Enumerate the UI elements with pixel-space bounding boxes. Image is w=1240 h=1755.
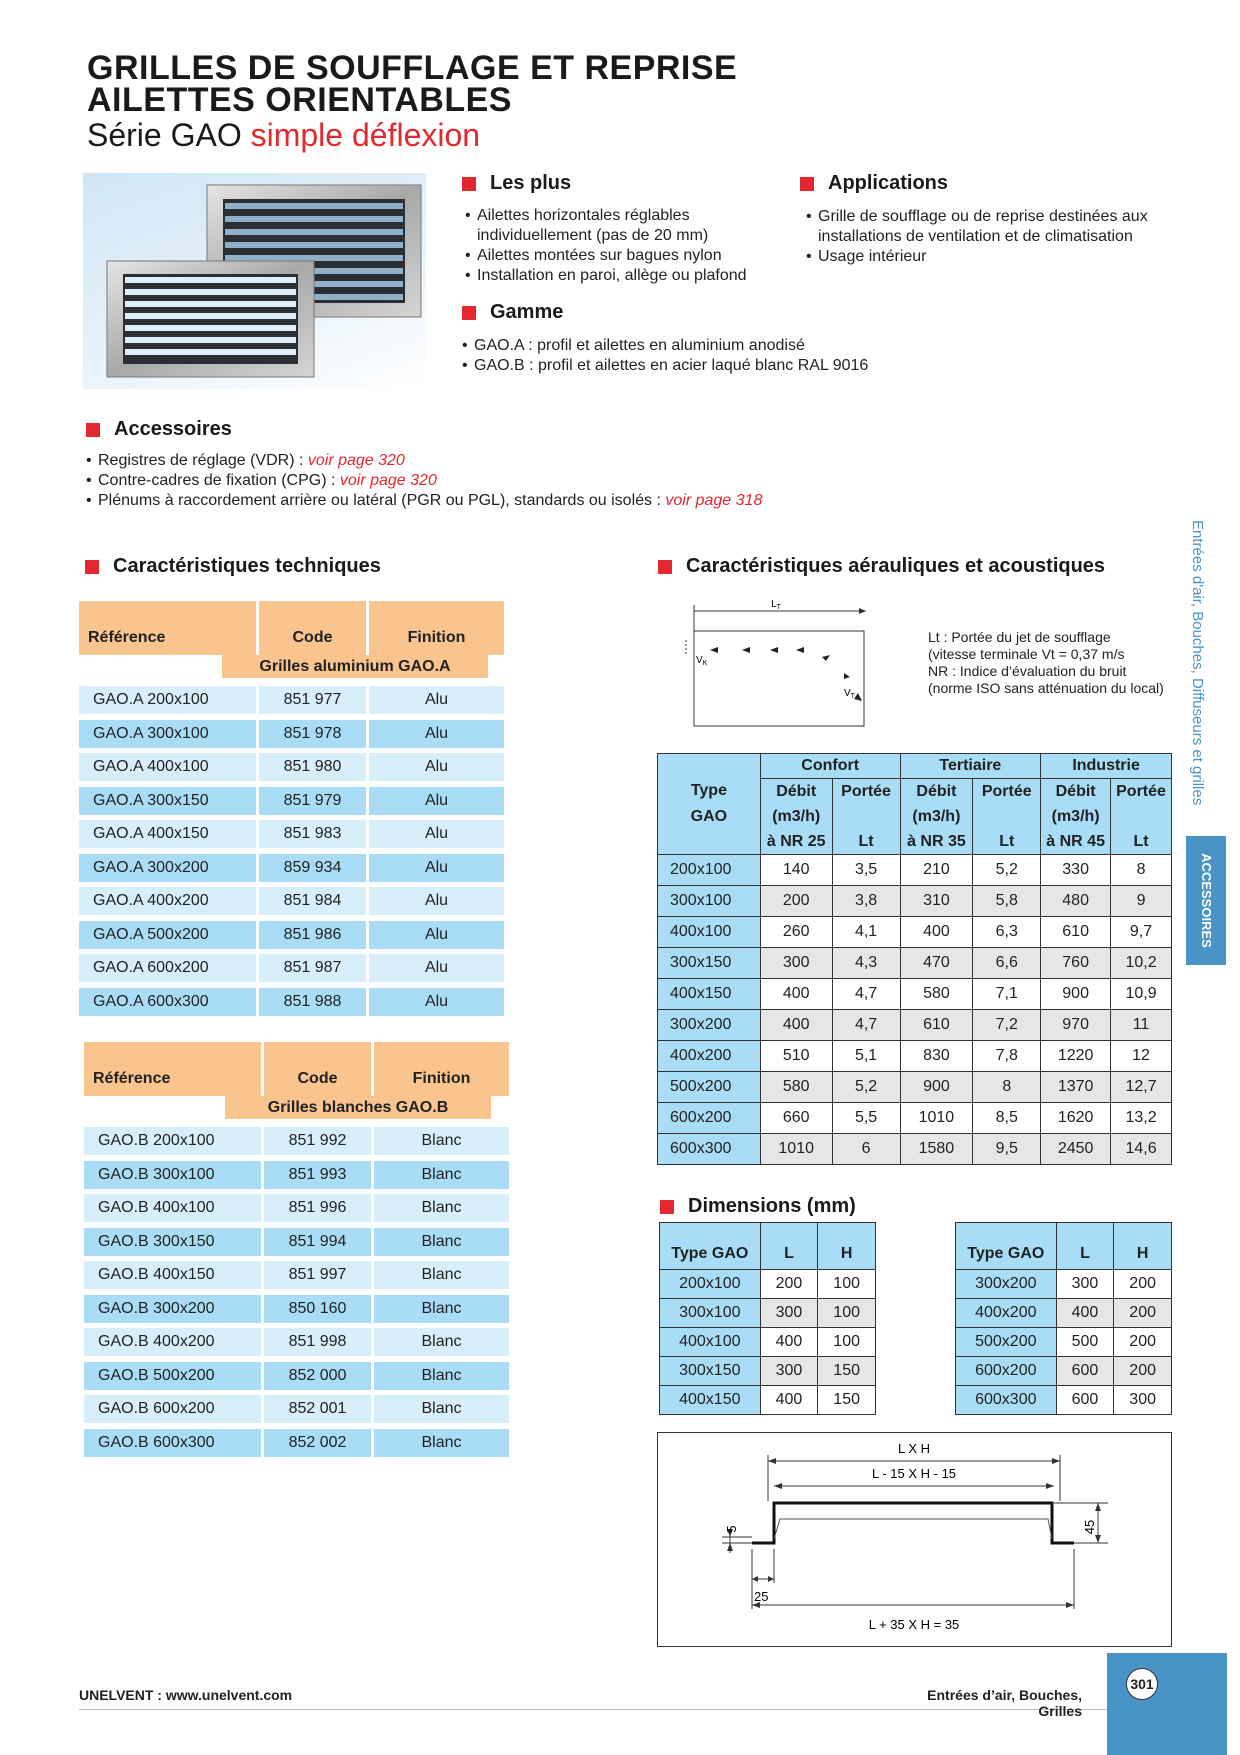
table-cell: 260 <box>760 917 832 948</box>
section-marker <box>660 1200 674 1214</box>
aero-heading: Caractéristiques aérauliques et acoustiques <box>658 555 1105 578</box>
table-cell-code: 852 002 <box>264 1429 371 1457</box>
reference-table-aluminium <box>79 601 504 1011</box>
table-cell-ref: GAO.A 400x150 <box>79 820 256 848</box>
table-cell-code: 851 988 <box>259 988 366 1016</box>
table-cell-code: 851 997 <box>264 1261 371 1289</box>
table-cell-code: 851 987 <box>259 954 366 982</box>
footer-category: Entrées d’air, Bouches, Grilles <box>927 1687 1082 1719</box>
table-cell: 5,2 <box>973 855 1041 886</box>
aero-table-body <box>658 855 1172 1165</box>
table-cell: 400x150 <box>660 1386 761 1415</box>
table-cell: 500x200 <box>956 1328 1057 1357</box>
col-ref-header: Référence <box>79 601 256 655</box>
table-cell-fin: Blanc <box>374 1328 509 1356</box>
table-cell: 600x200 <box>956 1357 1057 1386</box>
table-cell: 610 <box>1041 917 1111 948</box>
table-cell: 14,6 <box>1111 1134 1172 1165</box>
table-cell-code: 851 977 <box>259 686 366 714</box>
table-cell: 400x150 <box>658 979 761 1010</box>
table-cell: 8 <box>973 1072 1041 1103</box>
table-cell-fin: Blanc <box>374 1194 509 1222</box>
section-marker <box>462 306 476 320</box>
table-cell-fin: Alu <box>369 686 504 714</box>
list-item: • Installation en paroi, allège ou plafond <box>465 266 775 286</box>
table-cell: 400 <box>760 1010 832 1041</box>
table-row <box>956 1328 1172 1357</box>
table-cell: 100 <box>818 1328 876 1357</box>
table-cell: 9 <box>1111 886 1172 917</box>
table-cell-ref: GAO.B 400x100 <box>84 1194 261 1222</box>
section-drawing <box>657 1432 1172 1647</box>
dim-outer: L + 35 X H = 35 <box>868 1617 960 1632</box>
table-cell: 300x100 <box>658 886 761 917</box>
table-cell: 580 <box>760 1072 832 1103</box>
table-cell: 5,8 <box>973 886 1041 917</box>
table-cell-fin: Alu <box>369 954 504 982</box>
page-link[interactable]: voir page 320 <box>339 472 437 489</box>
table-cell: 760 <box>1041 948 1111 979</box>
table-cell-fin: Alu <box>369 820 504 848</box>
table-cell: 300 <box>760 948 832 979</box>
table-cell-fin: Alu <box>369 720 504 748</box>
table-cell-code: 851 983 <box>259 820 366 848</box>
table-row <box>658 1041 1172 1072</box>
table-cell-fin: Alu <box>369 854 504 882</box>
table-cell: 400 <box>760 1386 818 1415</box>
table-cell-fin: Alu <box>369 753 504 781</box>
table-cell: 3,5 <box>832 855 900 886</box>
dim-45: 45 <box>1082 1519 1097 1535</box>
table-cell: 6,3 <box>973 917 1041 948</box>
side-tab-label: ACCESSOIRES <box>1199 853 1214 948</box>
table-cell: 900 <box>1041 979 1111 1010</box>
table-cell-fin: Blanc <box>374 1429 509 1457</box>
page-title <box>87 49 787 119</box>
table-cell: 13,2 <box>1111 1103 1172 1134</box>
table-cell-code: 851 984 <box>259 887 366 915</box>
table-cell: 300x100 <box>660 1299 761 1328</box>
type-header: Type GAO <box>658 754 761 855</box>
table-cell: 200 <box>1114 1328 1172 1357</box>
series-suffix: simple déflexion <box>250 117 481 153</box>
table-cell-ref: GAO.A 300x200 <box>79 854 256 882</box>
table-cell-fin: Blanc <box>374 1228 509 1256</box>
table-row <box>660 1299 876 1328</box>
table-cell: 200 <box>760 1270 818 1299</box>
table-cell: 9,7 <box>1111 917 1172 948</box>
product-photo <box>83 173 426 389</box>
dim-inner: L - 15 X H - 15 <box>871 1466 957 1481</box>
table-row <box>956 1357 1172 1386</box>
table-row <box>658 1010 1172 1041</box>
footer-tab <box>1107 1653 1227 1755</box>
table-cell: 100 <box>818 1270 876 1299</box>
page-subtitle <box>87 116 480 154</box>
table-row <box>658 1072 1172 1103</box>
aero-table <box>657 753 1172 1165</box>
table-cell: 210 <box>900 855 973 886</box>
title-line-1: GRILLES DE SOUFFLAGE ET REPRISE <box>87 49 738 87</box>
footer-website[interactable]: UNELVENT : www.unelvent.com <box>79 1687 293 1703</box>
lt-label: $L_T$ <box>771 599 781 611</box>
list-item: • Contre-cadres de fixation (CPG) : voir page 320 <box>86 471 986 491</box>
table-cell-ref: GAO.A 600x200 <box>79 954 256 982</box>
section-marker <box>86 423 100 437</box>
table-cell-fin: Blanc <box>374 1295 509 1323</box>
table-cell: 400x200 <box>956 1299 1057 1328</box>
debit-header: Débit (m3/h) à NR 25 <box>760 779 832 855</box>
table-cell: 400x100 <box>660 1328 761 1357</box>
table-cell-ref: GAO.B 300x100 <box>84 1161 261 1189</box>
table-cell: 8,5 <box>973 1103 1041 1134</box>
les-plus-list <box>465 206 775 286</box>
page-link[interactable]: voir page 320 <box>307 452 405 469</box>
table-cell-code: 852 001 <box>264 1395 371 1423</box>
table-cell: 6,6 <box>973 948 1041 979</box>
portee-header: Portée Lt <box>973 779 1041 855</box>
table-cell: 660 <box>760 1103 832 1134</box>
col-fin-header: Finition <box>374 1042 509 1096</box>
table-cell: 300x150 <box>658 948 761 979</box>
table-cell: 4,7 <box>832 979 900 1010</box>
portee-header: Portée Lt <box>1111 779 1172 855</box>
table-cell: 510 <box>760 1041 832 1072</box>
table-row <box>658 979 1172 1010</box>
list-item: • Plénums à raccordement arrière ou latéral (PGR ou PGL), standards ou isolés : voir page 318 <box>86 491 986 511</box>
table-cell-ref: GAO.B 600x200 <box>84 1395 261 1423</box>
table-cell: 5,5 <box>832 1103 900 1134</box>
list-item: • GAO.A : profil et ailettes en aluminium anodisé <box>462 336 1022 356</box>
table-row <box>658 1103 1172 1134</box>
dim-lxh: L X H <box>897 1441 931 1456</box>
table-cell: 400x100 <box>658 917 761 948</box>
table-cell: 400x200 <box>658 1041 761 1072</box>
grille-illustration <box>83 173 426 389</box>
dimensions-right-body <box>956 1270 1172 1415</box>
table-cell: 1370 <box>1041 1072 1111 1103</box>
table-cell-code: 859 934 <box>259 854 366 882</box>
applications-list <box>806 207 1178 267</box>
table-cell: 4,3 <box>832 948 900 979</box>
table-cell-ref: GAO.A 300x150 <box>79 787 256 815</box>
table-cell: 7,2 <box>973 1010 1041 1041</box>
table-cell: 150 <box>818 1386 876 1415</box>
table-cell: 400 <box>760 979 832 1010</box>
table-cell-code: 851 998 <box>264 1328 371 1356</box>
table-cell: 200 <box>1114 1357 1172 1386</box>
table-row <box>956 1270 1172 1299</box>
table-cell: 300x200 <box>956 1270 1057 1299</box>
dimensions-left-body <box>660 1270 876 1415</box>
table-cell: 900 <box>900 1072 973 1103</box>
table-cell: 970 <box>1041 1010 1111 1041</box>
table-cell: 5,1 <box>832 1041 900 1072</box>
table-cell-ref: GAO.B 300x200 <box>84 1295 261 1323</box>
table-cell: 1220 <box>1041 1041 1111 1072</box>
page-number: 301 <box>1126 1668 1158 1700</box>
table-cell-fin: Alu <box>369 787 504 815</box>
tech-heading: Caractéristiques techniques <box>85 555 381 578</box>
table-cell: 9,5 <box>973 1134 1041 1165</box>
table-cell-ref: GAO.B 200x100 <box>84 1127 261 1155</box>
accessoires-heading: Accessoires <box>86 418 232 441</box>
table-cell: 4,7 <box>832 1010 900 1041</box>
table-cell: 1580 <box>900 1134 973 1165</box>
table-cell: 470 <box>900 948 973 979</box>
jet-diagram-drawing <box>660 595 890 730</box>
table-row <box>658 886 1172 917</box>
vk-label: $V_K$ <box>696 655 708 667</box>
table-cell-fin: Blanc <box>374 1362 509 1390</box>
side-tab[interactable] <box>1186 836 1226 965</box>
table-cell: 200 <box>760 886 832 917</box>
table-cell: 310 <box>900 886 973 917</box>
table-row <box>956 1386 1172 1415</box>
section-marker <box>85 560 99 574</box>
table-cell: 200x100 <box>658 855 761 886</box>
table-cell-ref: GAO.A 500x200 <box>79 921 256 949</box>
table-cell-ref: GAO.B 500x200 <box>84 1362 261 1390</box>
table-cell: 580 <box>900 979 973 1010</box>
table-band: Grilles aluminium GAO.A <box>222 655 488 678</box>
table-row <box>660 1270 876 1299</box>
table-cell-fin: Blanc <box>374 1127 509 1155</box>
table-cell-fin: Alu <box>369 921 504 949</box>
table-cell: 1010 <box>760 1134 832 1165</box>
dimensions-heading: Dimensions (mm) <box>660 1195 856 1218</box>
table-cell: 6 <box>832 1134 900 1165</box>
col-ref-header: Référence <box>84 1042 261 1096</box>
table-cell: 140 <box>760 855 832 886</box>
gamme-heading: Gamme <box>462 301 563 324</box>
col-fin-header: Finition <box>369 601 504 655</box>
list-item: • Ailettes horizontales réglables individuellement (pas de 20 mm) <box>465 206 775 246</box>
table-cell: 100 <box>818 1299 876 1328</box>
dimensions-table-left: Type GAO L H 200x100 200 100 300x100 300 100 400x100 400 100 300x150 300 150 400x150 400 150 <box>659 1222 876 1415</box>
table-cell: 200 <box>1114 1299 1172 1328</box>
table-cell-ref: GAO.B 400x200 <box>84 1328 261 1356</box>
table-row <box>658 855 1172 886</box>
table-cell: 500 <box>1056 1328 1114 1357</box>
section-marker <box>658 560 672 574</box>
list-item: • Usage intérieur <box>806 247 1178 267</box>
table-cell-code: 851 993 <box>264 1161 371 1189</box>
table-row <box>660 1328 876 1357</box>
table-cell-code: 850 160 <box>264 1295 371 1323</box>
table-cell: 300 <box>760 1357 818 1386</box>
table-cell: 480 <box>1041 886 1111 917</box>
table-cell-ref: GAO.B 300x150 <box>84 1228 261 1256</box>
section-drawing-svg <box>658 1433 1171 1646</box>
list-item: • Registres de réglage (VDR) : voir page 320 <box>86 451 986 471</box>
section-marker <box>462 177 476 191</box>
table-cell: 400 <box>1056 1299 1114 1328</box>
table-cell: 12 <box>1111 1041 1172 1072</box>
group-header: Tertiaire <box>900 754 1041 779</box>
table-cell: 300 <box>760 1299 818 1328</box>
table-cell-ref: GAO.A 400x200 <box>79 887 256 915</box>
vt-label: $V_T$ <box>844 688 855 700</box>
table-cell-fin: Alu <box>369 988 504 1016</box>
table-cell: 200 <box>1114 1270 1172 1299</box>
table-cell: 330 <box>1041 855 1111 886</box>
side-category-text: Entrées d'air, Bouches, Diffuseurs et grilles <box>1189 520 1206 806</box>
table-cell: 150 <box>818 1357 876 1386</box>
dim-5: 5 <box>724 1525 739 1533</box>
table-cell: 600x300 <box>658 1134 761 1165</box>
table-cell-fin: Blanc <box>374 1395 509 1423</box>
group-header: Industrie <box>1041 754 1172 779</box>
title-line-2: AILETTES ORIENTABLES <box>87 81 512 119</box>
table-row <box>658 948 1172 979</box>
table-cell: 10,2 <box>1111 948 1172 979</box>
table-cell: 500x200 <box>658 1072 761 1103</box>
table-cell-code: 851 979 <box>259 787 366 815</box>
les-plus-heading: Les plus <box>462 172 571 195</box>
table-cell-fin: Blanc <box>374 1261 509 1289</box>
jet-diagram <box>660 595 890 730</box>
table-cell: 3,8 <box>832 886 900 917</box>
table-cell: 7,1 <box>973 979 1041 1010</box>
jet-legend: Lt : Portée du jet de soufflage (vitesse terminale Vt = 0,37 m/s NR : Indice d’évaluation du bruit (norme ISO sans atténuation du local) <box>928 629 1164 696</box>
table-row <box>660 1357 876 1386</box>
table-band: Grilles blanches GAO.B <box>225 1096 491 1119</box>
table-cell: 4,1 <box>832 917 900 948</box>
table-cell-ref: GAO.A 400x100 <box>79 753 256 781</box>
table-cell: 610 <box>900 1010 973 1041</box>
col-code-header: Code <box>259 601 366 655</box>
dimensions-table-right: Type GAO L H 300x200 300 200 400x200 400 200 500x200 500 200 600x200 600 200 600x300 600 300 <box>955 1222 1172 1415</box>
page-link[interactable]: voir page 318 <box>665 492 763 509</box>
section-marker <box>800 177 814 191</box>
list-item: • GAO.B : profil et ailettes en acier laqué blanc RAL 9016 <box>462 356 1022 376</box>
table-cell-code: 852 000 <box>264 1362 371 1390</box>
table-cell-fin: Alu <box>369 887 504 915</box>
table-cell-ref: GAO.A 200x100 <box>79 686 256 714</box>
table-cell-ref: GAO.A 600x300 <box>79 988 256 1016</box>
table-cell-code: 851 992 <box>264 1127 371 1155</box>
table-cell: 1010 <box>900 1103 973 1134</box>
table-cell: 600x300 <box>956 1386 1057 1415</box>
portee-header: Portée Lt <box>832 779 900 855</box>
dim-25: 25 <box>754 1589 769 1604</box>
table-cell: 300x200 <box>658 1010 761 1041</box>
table-cell: 300 <box>1114 1386 1172 1415</box>
gamme-list <box>462 336 1022 376</box>
table-cell: 600x200 <box>658 1103 761 1134</box>
table-cell: 12,7 <box>1111 1072 1172 1103</box>
table-cell-fin: Blanc <box>374 1161 509 1189</box>
table-cell: 5,2 <box>832 1072 900 1103</box>
table-cell-code: 851 978 <box>259 720 366 748</box>
series-prefix: Série GAO <box>87 117 242 153</box>
table-row <box>956 1299 1172 1328</box>
col-code-header: Code <box>264 1042 371 1096</box>
reference-table-blanc <box>84 1042 509 1452</box>
applications-heading: Applications <box>800 172 948 195</box>
table-cell: 300x150 <box>660 1357 761 1386</box>
list-item: • Ailettes montées sur bagues nylon <box>465 246 775 266</box>
table-cell: 200x100 <box>660 1270 761 1299</box>
table-row <box>658 1134 1172 1165</box>
table-cell-ref: GAO.B 600x300 <box>84 1429 261 1457</box>
table-cell-ref: GAO.A 300x100 <box>79 720 256 748</box>
list-item: • Grille de soufflage ou de reprise destinées aux installations de ventilation et de climatisation <box>806 207 1178 247</box>
debit-header: Débit (m3/h) à NR 35 <box>900 779 973 855</box>
side-category-text-wrap <box>1187 520 1207 832</box>
table-cell: 400 <box>900 917 973 948</box>
table-cell-ref: GAO.B 400x150 <box>84 1261 261 1289</box>
table-cell: 400 <box>760 1328 818 1357</box>
table-row <box>660 1386 876 1415</box>
table-cell: 10,9 <box>1111 979 1172 1010</box>
table-cell-code: 851 994 <box>264 1228 371 1256</box>
table-cell: 1620 <box>1041 1103 1111 1134</box>
table-cell: 830 <box>900 1041 973 1072</box>
table-cell: 11 <box>1111 1010 1172 1041</box>
table-cell: 7,8 <box>973 1041 1041 1072</box>
accessoires-list <box>86 451 986 511</box>
table-cell: 600 <box>1056 1357 1114 1386</box>
table-cell-code: 851 980 <box>259 753 366 781</box>
group-header: Confort <box>760 754 900 779</box>
table-cell: 2450 <box>1041 1134 1111 1165</box>
table-cell: 600 <box>1056 1386 1114 1415</box>
table-cell: 8 <box>1111 855 1172 886</box>
table-cell: 300 <box>1056 1270 1114 1299</box>
table-cell-code: 851 996 <box>264 1194 371 1222</box>
table-cell-code: 851 986 <box>259 921 366 949</box>
debit-header: Débit (m3/h) à NR 45 <box>1041 779 1111 855</box>
table-row <box>658 917 1172 948</box>
